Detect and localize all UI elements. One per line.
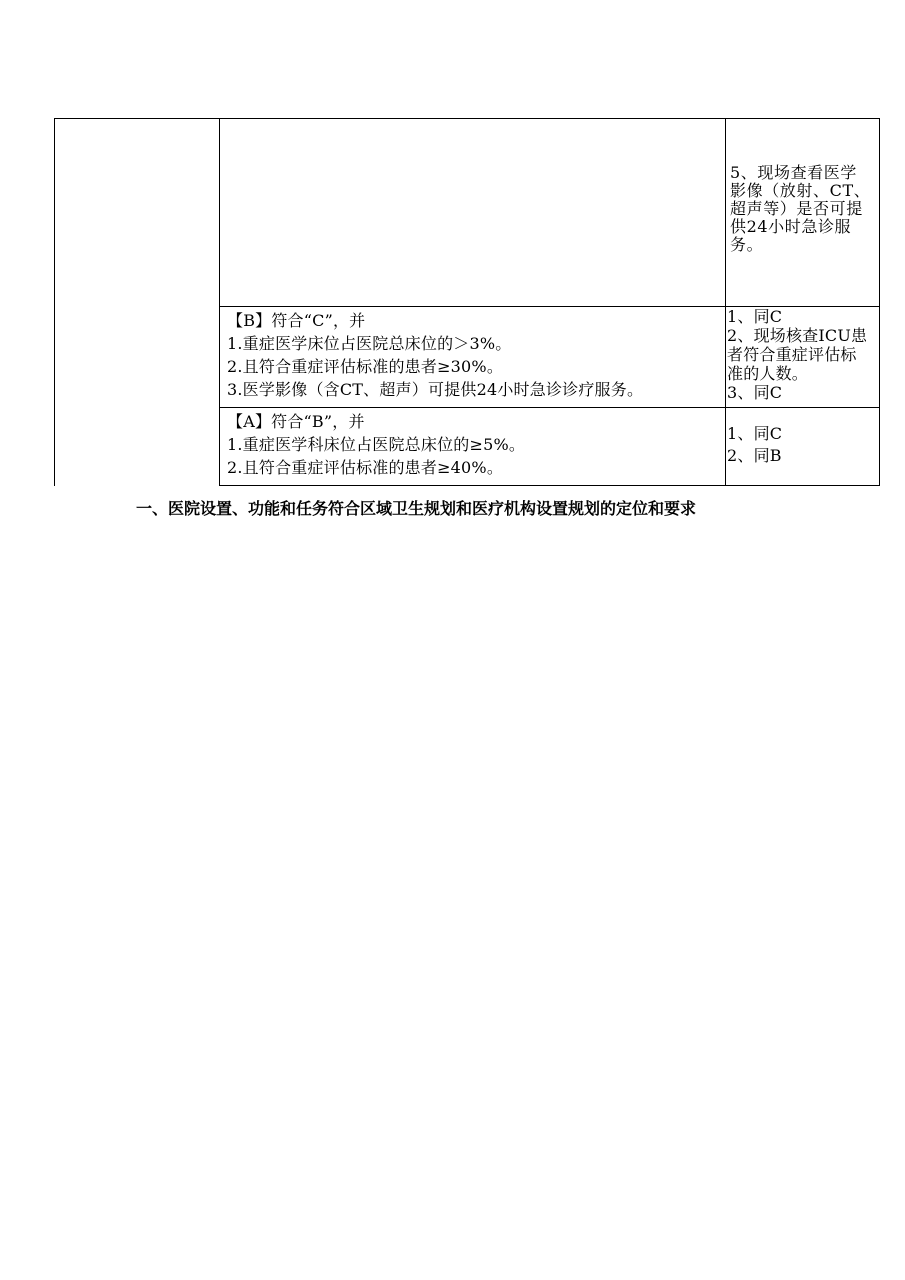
table-bottom-border — [219, 485, 880, 486]
row1-check-line: 供24小时急诊服 — [730, 217, 852, 236]
row2-check-line: 3、同C — [727, 383, 783, 402]
row2-check-line: 1、同C — [727, 307, 783, 326]
row3-check-line: 2、同B — [727, 446, 782, 465]
section-heading: 一、医院设置、功能和任务符合区域卫生规划和医疗机构设置规划的定位和要求 — [136, 499, 697, 518]
grade-b-item: 1.重症医学床位占医院总床位的＞3%。 — [227, 334, 512, 353]
table-right-border — [879, 118, 880, 486]
row2-check-line: 2、现场核查ICU患 — [727, 326, 868, 345]
row2-criteria-cell — [220, 309, 725, 401]
row3-criteria-cell — [220, 410, 725, 479]
row2-check-line: 准的人数。 — [727, 364, 809, 383]
row1-criteria-cell — [220, 119, 725, 306]
table-left-border — [54, 118, 55, 486]
row1-check-line: 5、现场查看医学 — [730, 163, 857, 182]
row1-check-line: 影像（放射、CT、 — [730, 181, 871, 200]
row1-check-line: 超声等）是否可提 — [730, 199, 863, 218]
grade-b-item: 2.且符合重症评估标准的患者≥30%。 — [227, 357, 504, 376]
grade-b-heading: 【B】符合“C”，并 — [227, 311, 366, 330]
row1-check-cell — [726, 164, 879, 254]
grade-a-heading: 【A】符合“B”，并 — [227, 412, 365, 431]
grade-b-item: 3.医学影像（含CT、超声）可提供24小时急诊诊疗服务。 — [227, 380, 644, 399]
row3-check-line: 1、同C — [727, 424, 783, 443]
row2-check-line: 者符合重症评估标 — [727, 345, 857, 364]
standards-table — [54, 118, 880, 486]
row-divider-2 — [219, 407, 880, 408]
row2-check-cell — [726, 307, 879, 402]
row1-check-line: 务。 — [730, 235, 764, 254]
grade-a-item: 1.重症医学科床位占医院总床位的≥5%。 — [227, 435, 526, 454]
grade-a-item: 2.且符合重症评估标准的患者≥40%。 — [227, 458, 504, 477]
row3-check-cell — [726, 423, 879, 467]
